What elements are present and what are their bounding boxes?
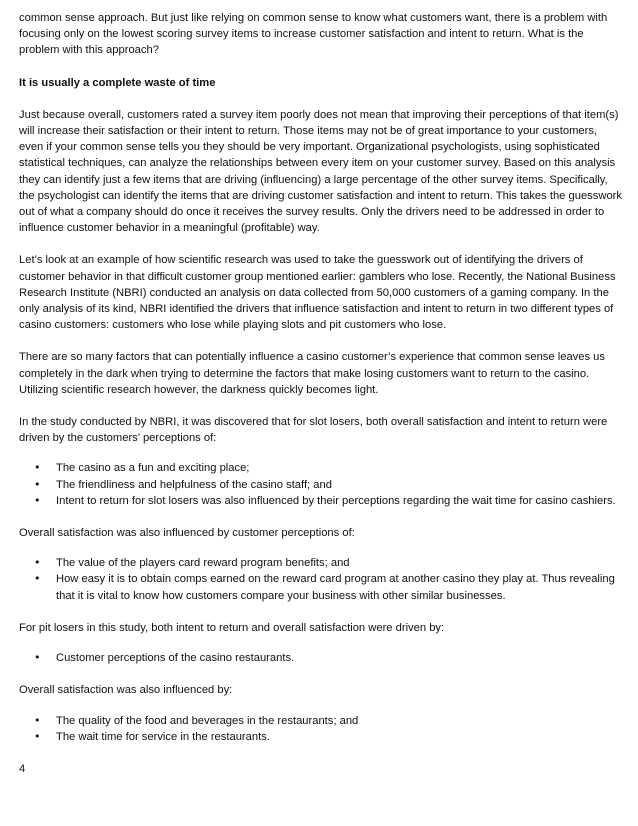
paragraph-slot-losers: In the study conducted by NBRI, it was discovered that for slot losers, both overall satisfaction and intent to return were driven by the customers’ perceptions of:: [19, 416, 608, 445]
list-item: • The value of the players card reward program benefits; and: [19, 555, 623, 571]
slot-satisfaction-list: [19, 555, 623, 604]
paragraph-pit-satisfaction: Overall satisfaction was also influenced by:: [19, 684, 233, 697]
intro-paragraph: common sense approach. But just like relying on common sense to know what customers want, there is a problem with focusing only on the lowest scoring survey items to increase customer satisfaction and intent to return. What is the problem with this approach?: [19, 12, 608, 57]
list-item: • Intent to return for slot losers was also influenced by their perceptions regarding the wait time for casino cashiers.: [19, 493, 623, 509]
paragraph-common-sense: There are so many factors that can potentially influence a casino customer’s experience that common sense leaves us completely in the dark when trying to determine the factors that make losing customers want to return to the casino. Utilizing scientific research however, the darkness quickly becomes light.: [19, 351, 605, 396]
pit-satisfaction-list: [19, 713, 623, 745]
list-item: • How easy it is to obtain comps earned on the reward card program at another casino they play at. Thus revealing that it is vital to know how customers compare your business with other similar businesses.: [19, 571, 623, 603]
paragraph-nbri-example: Let’s look at an example of how scientific research was used to take the guesswork out of identifying the drivers of customer behavior in that difficult customer group mentioned earlier: gamblers who lose. Recently, the National Business Research Institute (NBRI) conducted an analysis on data collected from 50,000 customers of a gaming company. In the only analysis of its kind, NBRI identified the drivers that influence satisfaction and intent to return in two different types of casino customers: customers who lose while playing slots and pit customers who lose.: [19, 254, 616, 332]
pit-drivers-list: [19, 650, 623, 666]
document-page: [19, 10, 623, 777]
slot-drivers-list: [19, 460, 623, 509]
page-number: 4: [19, 762, 26, 775]
paragraph-slot-satisfaction: Overall satisfaction was also influenced by customer perceptions of:: [19, 527, 355, 540]
list-item: • The wait time for service in the restaurants.: [19, 729, 623, 745]
paragraph-pit-losers: For pit losers in this study, both intent to return and overall satisfaction were driven by:: [19, 621, 445, 634]
section-heading: It is usually a complete waste of time: [19, 76, 216, 89]
list-item: • The casino as a fun and exciting place;: [19, 460, 623, 476]
list-item: • Customer perceptions of the casino restaurants.: [19, 650, 623, 666]
list-item: • The friendliness and helpfulness of the casino staff; and: [19, 477, 623, 493]
list-item: • The quality of the food and beverages in the restaurants; and: [19, 713, 623, 729]
paragraph-drivers-explanation: Just because overall, customers rated a survey item poorly does not mean that improving their perceptions of that item(s) will increase their satisfaction or their intent to return. Those items may not be of great importance to your customers, even if your common sense tells you they should be very important. Organizational psychologists, using sophisticated statistical techniques, can analyze the relationships between every item on your customer survey. Based on this analysis they can identify just a few items that are driving (influencing) a large percentage of the other survey items. Specifically, the psychologist can identify the items that are driving customer satisfaction and intent to return. This takes the guesswork out of what a company should do once it receives the survey results. Only the drivers need to be addressed in order to influence customer behavior in a meaningful (profitable) way.: [19, 108, 622, 235]
